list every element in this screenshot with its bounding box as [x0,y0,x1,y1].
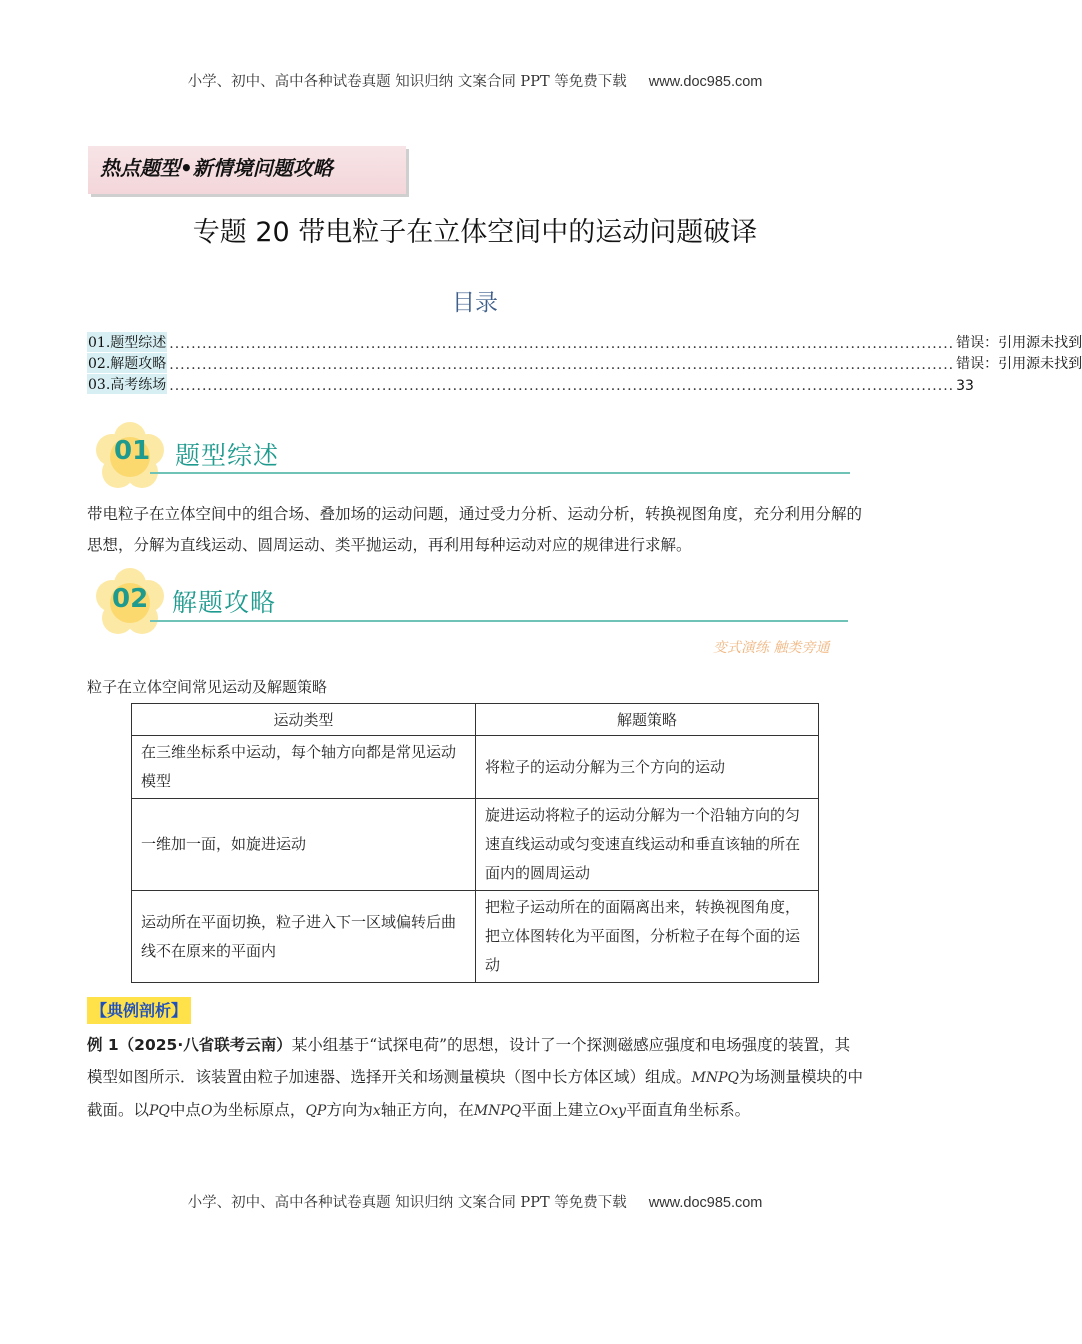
table-header-cell: 解题策略 [476,704,819,736]
table-cell: 一维加一面，如旋进运动 [132,799,476,891]
table-cell: 运动所在平面切换，粒子进入下一区域偏转后曲线不在原来的平面内 [132,891,476,983]
toc-page: 33 [956,378,974,394]
table-cell: 把粒子运动所在的面隔离出来，转换视图角度，把立体图转化为平面图，分析粒子在每个面的运动 [476,891,819,983]
toc-page: 错误：引用源未找到 [956,335,1082,351]
example-text: 中点 [169,1101,201,1119]
example-heading: 例 1（2025·八省联考云南） [87,1036,292,1054]
page-title: 专题 20 带电粒子在立体空间中的运动问题破译 [192,217,758,248]
example-text: 轴正方向，在 [380,1101,474,1119]
section-number: 02 [112,584,149,614]
topic-tag-text: 热点题型•新情境问题攻略 [100,156,333,180]
toc-leader: ................................................................................................................................................ [169,357,955,373]
math-expr: MNPQ [473,1103,522,1119]
table-row [132,799,819,891]
example-text: 某小组基于“试探电荷”的思想，设计了一个探测磁感应强度和电场强度的装置，其模型如图所示．该装置由粒子加速器、选择开关和场测量模块（图中长方体区域）组成。 [87,1036,851,1086]
section-title: 题型综述 [175,441,280,470]
section-title: 解题攻略 [172,588,277,617]
toc-leader: ................................................................................................................................................ [169,336,955,352]
example-tag: 【典例剖析】 [87,997,191,1024]
toc-row[interactable] [87,332,1082,352]
table-row [132,736,819,799]
toc-page: 错误：引用源未找到 [956,356,1082,372]
toc-row[interactable] [87,353,1082,373]
example-text: 为坐标原点， [212,1101,306,1119]
toc-label[interactable]: 01.题型综述 [87,332,167,352]
section-subtag: 变式演练 触类旁通 [713,640,830,656]
table-caption: 粒子在立体空间常见运动及解题策略 [87,678,328,696]
math-expr: PQ [149,1103,170,1119]
table-cell: 在三维坐标系中运动，每个轴方向都是常见运动模型 [132,736,476,799]
header-site[interactable]: www.doc985.com [648,74,763,90]
footer-site[interactable]: www.doc985.com [648,1195,763,1211]
topic-tag [88,146,406,194]
example-text: 平面直角坐标系。 [626,1101,751,1119]
strategy-table [131,703,819,983]
table-cell: 旋进运动将粒子的运动分解为一个沿轴方向的匀速直线运动或匀变速直线运动和垂直该轴的所在面内的圆周运动 [476,799,819,891]
toc-leader: ................................................................................................................................................ [169,378,955,394]
table-row [132,891,819,983]
toc-label[interactable]: 03.高考练场 [87,374,167,394]
toc-label[interactable]: 02.解题攻略 [87,353,167,373]
section-divider [150,472,850,474]
math-expr: MNPQ [691,1070,739,1086]
example-text: 为场测量模块的中截面。以 [87,1068,864,1119]
example-paragraph [87,1029,863,1127]
toc-title: 目录 [452,290,498,316]
math-expr: QP [305,1103,327,1119]
table-header-row [132,704,819,736]
overview-paragraph: 带电粒子在立体空间中的组合场、叠加场的运动问题，通过受力分析、运动分析，转换视图角度，充分利用分解的思想，分解为直线运动、圆周运动、类平抛运动，再利用每种运动对应的规律进行求解。 [87,505,863,554]
math-expr: Oxy [598,1103,627,1119]
math-expr: O [200,1103,213,1119]
header-text: 小学、初中、高中各种试卷真题 知识归纳 文案合同 PPT 等免费下载 [187,74,627,90]
page-header [0,70,950,91]
footer-text: 小学、初中、高中各种试卷真题 知识归纳 文案合同 PPT 等免费下载 [187,1195,627,1211]
example-text: 平面上建立 [521,1101,599,1119]
table-header-cell: 运动类型 [132,704,476,736]
toc-row[interactable] [87,374,974,394]
section-number: 01 [114,436,151,466]
table-cell: 将粒子的运动分解为三个方向的运动 [476,736,819,799]
example-text: 方向为 [326,1101,373,1119]
section-divider [150,620,848,622]
math-expr: x [372,1103,381,1119]
page-footer [0,1191,950,1212]
